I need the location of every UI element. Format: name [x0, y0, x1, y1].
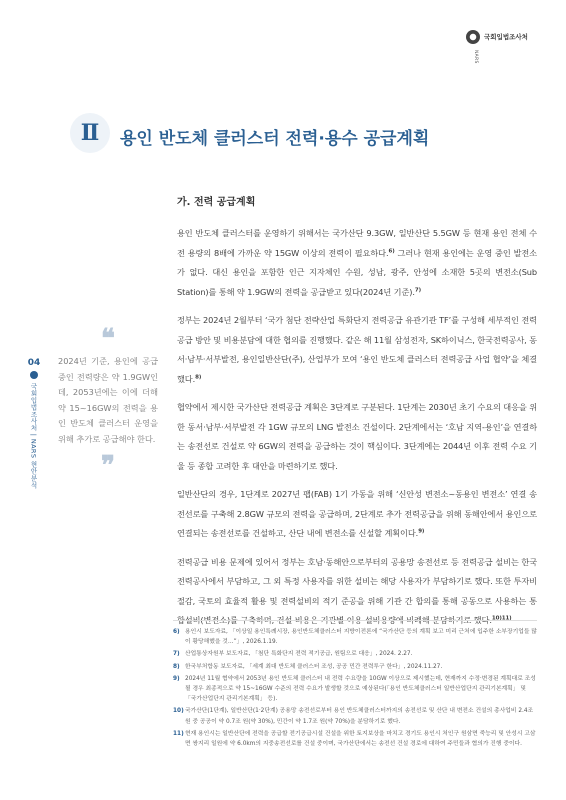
footnotes — [173, 620, 537, 751]
footnote-number: 8) — [173, 663, 180, 670]
footnote-item — [173, 627, 537, 647]
paragraph — [177, 485, 537, 544]
footnote-text: 용인시 보도자료, 「이상일 용인특례시장, 용인반도체클러스터 지방이전론에 “국가산단 등의 계획 보고 미리 근처에 입주한 소부장기업들 많이 황당해했을 것…”」, 2026.1.19. — [185, 629, 537, 646]
footnote-text: 현재 용인시는 일반산단에 전력을 공급할 전기공급시설 건설을 위한 토지보상을 마치고 경기도 용인시 처인구 원삼면 죽능리 및 안성시 고삼면 쌍지리 일원에 약 6.0km의 지중송전선로를 건설 중이며, 국가산단에서는 송전선 건설 경로에 대하여 주민들과 협의가 진행 중이다. — [185, 730, 536, 748]
paragraph-text: 협약에서 제시한 국가산단 전력공급 계획은 3단계로 구분된다. 1단계는 2030년 초기 수요의 대응을 위한 동서·남부·서부발전 각 1GW 규모의 LNG 발전소 건설이다. 2단계에서는 ‘호남 지역-용인’을 연결하는 송전선로 건설로 약 6GW의 전력을 공급하는 것이 핵심이다. 3단계에는 2044년 이후 전력 수요 기울 등 종합 고려한 후 대안을 마련하기로 했다. — [177, 402, 537, 471]
pull-quote — [58, 324, 158, 481]
footnote-number: 9) — [173, 675, 180, 682]
footnote-item — [173, 649, 537, 659]
footnote-number: 7) — [173, 651, 180, 658]
paragraph-text: 정부는 2024년 2월부터 ‘국가 첨단 전략산업 특화단지 전력공급 유관기관 TF’를 구성해 세부적인 전력 공급 방안 및 비용분담에 대한 협의를 진행했다. 같은 해 11월 삼성전자, SK하이닉스, 한국전력공사, 동서·남부·서부발전, 용인일반산단(주), 산업부가 모여 ‘용인 반도체 클러스터 전력공급 사업 협약’을 체결했다. — [177, 315, 537, 384]
footnote-number: 11) — [173, 730, 184, 737]
paragraph — [177, 224, 537, 302]
paragraph — [177, 398, 537, 476]
section-title: 용인 반도체 클러스터 전력·용수 공급계획 — [120, 129, 430, 149]
paragraph — [177, 311, 537, 389]
footnote-ref[interactable]: 9) — [418, 528, 425, 535]
footnote-item — [173, 729, 537, 749]
subheading: 가. 전력 공급계획 — [177, 197, 256, 208]
section-numeral: Ⅱ — [80, 120, 100, 146]
side-tab — [27, 358, 41, 488]
pull-quote-text: 2024년 기준, 용인에 공급 중인 전력량은 약 1.9GW인데, 2053년에는 이에 더해 약 15~16GW의 전력을 용인 반도체 클러스터 운영을 위해 추가로 공급해야 한다. — [58, 356, 158, 444]
footnote-ref[interactable]: 10)11) — [491, 615, 512, 622]
main-content — [177, 193, 537, 640]
side-dot-icon — [30, 371, 38, 379]
footnote-text: 산업통상자원부 보도자료, 「첨단 특화단지 전력 적기공급, 원팀으로 대응」, 2024. 2.27. — [185, 651, 413, 658]
section-number-badge — [70, 113, 110, 153]
footnote-item — [173, 662, 537, 672]
paragraph-text: 전력공급 비용 문제에 있어서 정부는 호남·동해안으로부터의 공용망 송전선로 등 전력공급 설비는 한국전력공사에서 부담하고, 그 외 특정 사용자를 위한 설비는 해당 사용자가 부담하기로 했다. 또한 투자비 절감, 국토의 효율적 활용 및 전력설비의 적기 준공을 위해 기관 간 합의를 통해 공동으로 사용하는 통합설비(변전소)를 구축하며, 건설 비용은 기관별 이용 설비용량에 비례해 분담하기로 했다. — [177, 556, 537, 625]
footnote-item — [173, 674, 537, 705]
paragraph-text: 일반산단의 경우, 1단계로 2027년 팹(FAB) 1기 가동을 위해 ‘신안성 변전소~동용인 변전소’ 연결 송전선로를 구축해 2.8GW 규모의 전력을 공급하며, 2단계로 추가 전력공급을 위해 동해안에서 용인으로 연결되는 송전선로를 건설하고, 산단 내에 변전소를 신설할 계획이다. — [177, 489, 537, 538]
footnote-ref[interactable]: 7) — [414, 286, 422, 293]
footnote-ref[interactable]: 6) — [388, 247, 395, 254]
paragraph — [177, 553, 537, 631]
footnote-ref[interactable]: 8) — [195, 373, 202, 380]
open-quote-icon: ❝ — [101, 324, 115, 354]
paragraph-text: 용인 반도체 클러스터를 운영하기 위해서는 국가산단 9.3GW, 일반산단 5.5GW 등 현재 용인 전체 수전 용량의 8배에 가까운 약 15GW 이상의 전력이 필요하다. — [177, 228, 537, 258]
page-number: 04 — [27, 358, 41, 368]
footnote-text: 2024년 11월 협약에서 2053년 용인 반도체 클러스터 내 전력 수요량을 10GW 이상으로 제시했는데, 현재까지 수정·변경된 계획대로 조성될 경우 최종적으로 약 15~16GW 수준의 전력 수요가 발생할 것으로 예상된다(「용인 반도체클러스터 일반산업단지 관리기본계획」 및 「국가산업단지 관리기본계획」 등). — [185, 675, 536, 703]
footnote-number: 6) — [173, 629, 180, 635]
logo-subtext: NARS — [473, 50, 478, 64]
nars-emblem-icon — [466, 30, 480, 44]
nars-logo — [462, 28, 536, 78]
footnote-item — [173, 706, 537, 726]
footnote-text: 국가산단(1단계), 일반산단(1·2단계) 공용망 송전선로부터 용인 반도체클러스터까지의 송전선로 및 산단 내 변전소 건설의 총사업비 2.4조 원 중 공공이 약 0.7조 원(약 30%), 민간이 약 1.7조 원(약 70%)을 분담하기로 했다. — [185, 708, 534, 725]
side-tab-text: 국회입법조사처 | NARS 현안분석 — [29, 383, 38, 489]
close-quote-icon: ❞ — [101, 451, 115, 481]
logo-text: 국회입법조사처 — [484, 33, 528, 41]
paragraph-text: 그러나 현재 용인에는 운영 중인 발전소가 없다. 대신 용인을 포함한 인근 지자체인 수원, 성남, 광주, 안성에 소재한 5곳의 변전소(Sub Station)를 통해 약 1.9GW의 전력을 공급받고 있다(2024년 기준). — [177, 247, 537, 297]
footnote-number: 10) — [173, 708, 184, 715]
footnote-text: 한국부처합동 보도자료, 「세계 최대 반도체 클러스터 조성, 공공 민간 전력투구 한다」, 2024.11.27. — [185, 663, 443, 670]
